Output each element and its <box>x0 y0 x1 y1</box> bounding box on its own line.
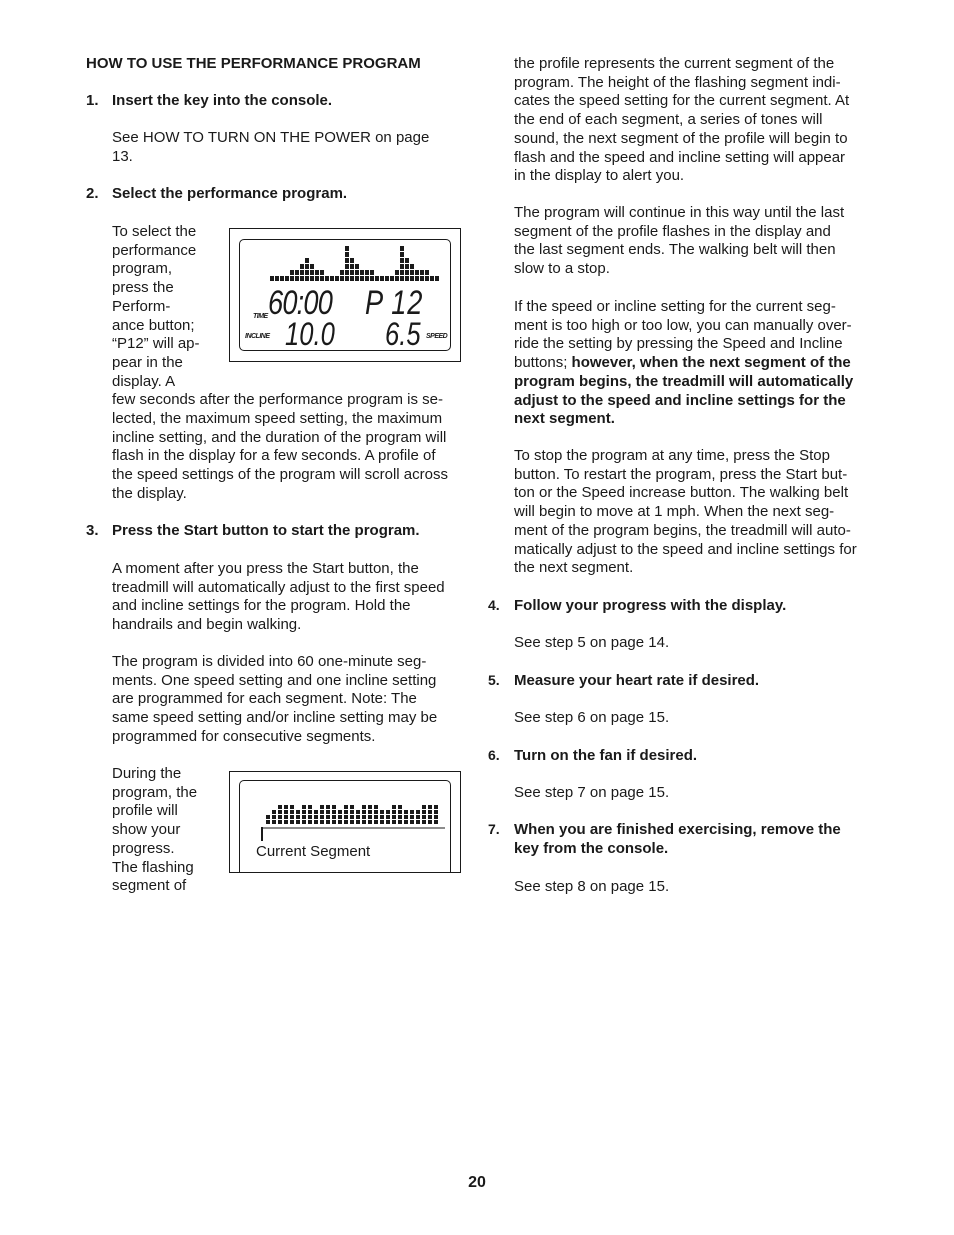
text-line: ments. One speed setting and one incline setting <box>112 671 437 689</box>
progress-bar-segment <box>398 810 402 814</box>
progress-bar-segment <box>344 810 348 814</box>
progress-bar-segment <box>308 815 312 819</box>
progress-bar-segment <box>416 820 420 824</box>
step-title: Insert the key into the console. <box>112 92 333 109</box>
profile-bar-segment <box>410 276 414 281</box>
profile-bar-segment <box>365 270 369 275</box>
profile-bar-segment <box>355 276 359 281</box>
text-line: in the display to alert you. <box>514 167 685 185</box>
step-number: 3. <box>86 522 99 539</box>
progress-bar-segment <box>344 815 348 819</box>
text-line-mixed <box>514 354 853 373</box>
progress-bar-segment <box>302 805 306 809</box>
progress-bar-segment <box>332 820 336 824</box>
profile-bar-segment <box>345 276 349 281</box>
progress-bar-segment <box>362 815 366 819</box>
text-line: and incline settings for the program. Hold the <box>112 597 411 615</box>
step-body: See step 8 on page 15. <box>514 878 670 895</box>
progress-bar-segment <box>290 815 294 819</box>
profile-bar-segment <box>325 276 329 281</box>
text-line: To select the <box>112 223 197 240</box>
step-body: See step 5 on page 14. <box>514 634 670 651</box>
progress-bar-segment <box>320 805 324 809</box>
text-line: progress. <box>112 839 175 857</box>
progress-bar-segment <box>272 815 276 819</box>
time-value: 60:00 <box>268 284 333 322</box>
profile-bar-segment <box>350 270 354 275</box>
progress-bar-segment <box>356 810 360 814</box>
progress-bar-segment <box>374 805 378 809</box>
progress-bar-segment <box>302 810 306 814</box>
progress-bar-segment <box>332 810 336 814</box>
profile-bar-segment <box>395 276 399 281</box>
text-line: ance button; <box>112 316 195 334</box>
progress-bar-segment <box>368 815 372 819</box>
progress-bar-segment <box>398 815 402 819</box>
text-line: The program is divided into 60 one-minute seg- <box>112 653 427 670</box>
profile-bar-segment <box>305 270 309 275</box>
progress-bar-segment <box>398 820 402 824</box>
profile-bar-segment <box>410 264 414 269</box>
progress-bar-segment <box>350 810 354 814</box>
text-line: cates the speed setting for the current segment. At <box>514 92 850 110</box>
step-title: Select the performance program. <box>112 185 348 202</box>
text-line: the next segment. <box>514 559 634 577</box>
profile-bar-segment <box>310 276 314 281</box>
right-paragraph <box>514 298 853 429</box>
progress-bar-segment <box>344 820 348 824</box>
text-line: 13. <box>112 147 133 165</box>
profile-bar-segment <box>380 276 384 281</box>
profile-bar-segment <box>340 276 344 281</box>
step-title: Follow your progress with the display. <box>514 597 787 614</box>
progress-bar-segment <box>278 820 282 824</box>
profile-bar-segment <box>295 276 299 281</box>
profile-bar-segment <box>345 246 349 251</box>
incline-label: INCLINE <box>245 333 270 340</box>
text-line: the end of each segment, a series of tones will <box>514 111 823 129</box>
profile-bar-segment <box>315 270 319 275</box>
step-body: See step 7 on page 15. <box>514 784 670 801</box>
progress-bar-segment <box>338 810 342 814</box>
profile-bar-segment <box>350 264 354 269</box>
progress-bar-segment <box>308 820 312 824</box>
step-paragraph <box>112 653 437 747</box>
text-line: treadmill will automatically adjust to the first speed <box>112 578 445 596</box>
profile-bar-segment <box>360 276 364 281</box>
text-line: ton or the Speed increase button. The walking belt <box>514 484 849 502</box>
progress-bar-segment <box>380 820 384 824</box>
progress-bar-segment <box>278 815 282 819</box>
progress-bar-segment <box>368 805 372 809</box>
progress-bar-segment <box>302 815 306 819</box>
text-line: are programmed for each segment. Note: The <box>112 690 417 708</box>
profile-bar-segment <box>400 276 404 281</box>
text-line: show your <box>112 821 181 839</box>
text-line: the speed settings of the program will scroll across <box>112 466 448 484</box>
profile-bar-segment <box>420 270 424 275</box>
progress-bar-segment <box>362 820 366 824</box>
step-body <box>112 129 429 166</box>
text-line: A moment after you press the Start button, the <box>112 560 419 577</box>
progress-bar-segment <box>374 815 378 819</box>
profile-bar-segment <box>305 264 309 269</box>
profile-bar-segment <box>370 270 374 275</box>
progress-bar-segment <box>296 820 300 824</box>
progress-display-figure <box>229 771 461 873</box>
progress-bar-segment <box>272 820 276 824</box>
progress-bar-segment <box>266 820 270 824</box>
step-number: 4. <box>488 597 500 613</box>
progress-bar-segment <box>422 810 426 814</box>
progress-profile <box>240 781 450 841</box>
text-line: If the speed or incline setting for the current seg- <box>514 298 836 315</box>
progress-bar-segment <box>392 815 396 819</box>
profile-bar-segment <box>340 270 344 275</box>
progress-bar-segment <box>332 805 336 809</box>
profile-bar-segment <box>290 270 294 275</box>
progress-bar-segment <box>290 805 294 809</box>
text-line: display. A <box>112 372 176 390</box>
text-line: programmed for consecutive segments. <box>112 727 376 745</box>
text-line: flash and the speed and incline setting will appear <box>514 148 846 166</box>
progress-bar-segment <box>284 820 288 824</box>
text-span: buttons; <box>514 354 572 372</box>
text-line: same speed setting and/or incline setting may be <box>112 709 438 727</box>
text-line: ride the setting by pressing the Speed and Incline <box>514 335 843 353</box>
progress-bar-segment <box>326 815 330 819</box>
profile-bar-segment <box>425 270 429 275</box>
incline-value: 10.0 <box>285 316 335 352</box>
progress-bar-segment <box>380 810 384 814</box>
profile-bar-segment <box>270 276 274 281</box>
profile-bar-segment <box>345 264 349 269</box>
text-line: program. The height of the flashing segment indi- <box>514 73 841 91</box>
profile-bar-segment <box>370 276 374 281</box>
progress-bar-segment <box>416 810 420 814</box>
profile-bar-segment <box>295 270 299 275</box>
profile-bar-segment <box>415 276 419 281</box>
progress-bar-segment <box>332 815 336 819</box>
profile-bar-segment <box>375 276 379 281</box>
text-line: Perform- <box>112 297 171 315</box>
display-screen <box>239 780 451 872</box>
profile-bar-segment <box>305 258 309 263</box>
step-number: 1. <box>86 92 99 109</box>
progress-bar-segment <box>350 820 354 824</box>
text-line: flash in the display for a few seconds. A profile of <box>112 447 436 465</box>
right-paragraph <box>514 55 849 186</box>
profile-bar-segment <box>405 258 409 263</box>
text-line: See HOW TO TURN ON THE POWER on page <box>112 129 430 146</box>
step-number: 6. <box>488 747 500 763</box>
text-line: sound, the next segment of the profile will begin to <box>514 129 848 147</box>
text-line: To stop the program at any time, press the Stop <box>514 447 830 464</box>
step-paragraph <box>112 560 445 635</box>
text-line: ment of the program begins, the treadmill will auto- <box>514 521 851 539</box>
profile-bar-segment <box>355 270 359 275</box>
text-line: program, <box>112 260 173 278</box>
progress-bar-segment <box>374 820 378 824</box>
progress-bar-segment <box>422 805 426 809</box>
profile-bar-segment <box>275 276 279 281</box>
text-line: press the <box>112 279 174 297</box>
time-label: TIME <box>253 313 268 320</box>
profile-bar-segment <box>330 276 334 281</box>
profile-bar-segment <box>400 252 404 257</box>
profile-bar-segment <box>335 276 339 281</box>
progress-bar-segment <box>428 810 432 814</box>
step-title: Turn on the fan if desired. <box>514 747 698 764</box>
profile-bar-segment <box>345 252 349 257</box>
progress-bar-segment <box>326 820 330 824</box>
profile-bar-segment <box>300 270 304 275</box>
step-body: See step 6 on page 15. <box>514 709 670 726</box>
console-display-figure <box>229 228 461 362</box>
progress-bar-segment <box>410 810 414 814</box>
current-segment-caption: Current Segment <box>256 843 371 860</box>
progress-bar-segment <box>290 810 294 814</box>
profile-bar-segment <box>310 264 314 269</box>
progress-bar-segment <box>416 815 420 819</box>
profile-bar-segment <box>305 276 309 281</box>
progress-bar-segment <box>428 805 432 809</box>
text-line: incline setting, and the duration of the program will <box>112 428 447 446</box>
progress-bar-segment <box>308 810 312 814</box>
step-title: Press the Start button to start the program. <box>112 522 420 539</box>
profile-bar-segment <box>405 270 409 275</box>
right-paragraph <box>514 204 844 279</box>
progress-bar-segment <box>392 810 396 814</box>
progress-bar-segment <box>296 815 300 819</box>
progress-bar-segment <box>374 810 378 814</box>
progress-bar-segment <box>278 810 282 814</box>
progress-bar-segment <box>422 815 426 819</box>
progress-bar-segment <box>404 820 408 824</box>
text-line: program, the <box>112 783 198 801</box>
profile-bar-segment <box>410 270 414 275</box>
progress-bar-segment <box>350 815 354 819</box>
profile-bar-segment <box>395 270 399 275</box>
progress-bar-segment <box>434 805 438 809</box>
profile-bar-segment <box>345 270 349 275</box>
step-wrap-text <box>112 765 197 896</box>
display-screen <box>239 239 451 351</box>
progress-bar-segment <box>386 820 390 824</box>
text-line: segment of the profile flashes in the display and <box>514 222 831 240</box>
profile-bar-segment <box>385 276 389 281</box>
profile-bar-segment <box>415 270 419 275</box>
profile-bar-segment <box>360 270 364 275</box>
progress-bar-segment <box>314 810 318 814</box>
progress-bar-segment <box>434 815 438 819</box>
profile-bar-segment <box>350 258 354 263</box>
text-line: lected, the maximum speed setting, the maximum <box>112 410 443 428</box>
profile-bar-segment <box>300 276 304 281</box>
page-number: 20 <box>468 1174 486 1191</box>
progress-bar-segment <box>272 810 276 814</box>
progress-bar-segment <box>266 815 270 819</box>
progress-bar-segment <box>428 820 432 824</box>
text-line: matically adjust to the speed and incline settings for <box>514 540 857 558</box>
profile-bar-segment <box>280 276 284 281</box>
progress-bar-segment <box>320 815 324 819</box>
text-line: adjust to the speed and incline settings for the <box>514 391 846 409</box>
profile-bar-segment <box>300 264 304 269</box>
progress-bar-segment <box>314 815 318 819</box>
right-paragraph <box>514 447 857 578</box>
profile-bar-segment <box>430 276 434 281</box>
progress-bar-segment <box>410 815 414 819</box>
speed-label: SPEED <box>426 333 448 340</box>
text-line: During the <box>112 765 182 782</box>
progress-bar-segment <box>356 815 360 819</box>
profile-bar-segment <box>315 276 319 281</box>
profile-bar-segment <box>320 276 324 281</box>
progress-bar-segment <box>386 810 390 814</box>
progress-bar-segment <box>296 810 300 814</box>
progress-bar-segment <box>308 805 312 809</box>
progress-bar-segment <box>302 820 306 824</box>
profile-bar-segment <box>420 276 424 281</box>
step-number: 7. <box>488 821 500 837</box>
step-number: 2. <box>86 185 99 202</box>
text-line: program begins, the treadmill will automatically <box>514 372 854 390</box>
profile-bar-segment <box>390 276 394 281</box>
profile-bar-segment <box>405 264 409 269</box>
progress-bar-segment <box>284 810 288 814</box>
profile-bar-segment <box>405 276 409 281</box>
progress-bar-segment <box>386 815 390 819</box>
text-line: The program will continue in this way until the last <box>514 204 845 221</box>
text-line: “P12” will ap- <box>112 335 200 353</box>
progress-bar-segment <box>362 810 366 814</box>
text-line: When you are finished exercising, remove the <box>514 821 841 838</box>
progress-bar-segment <box>392 805 396 809</box>
progress-bar-segment <box>344 805 348 809</box>
text-line: next segment. <box>514 410 615 428</box>
text-line: ment is too high or too low, you can manually over- <box>514 316 852 334</box>
progress-bar-segment <box>368 820 372 824</box>
progress-bar-segment <box>356 820 360 824</box>
profile-bar-segment <box>400 264 404 269</box>
profile-bar-segment <box>425 276 429 281</box>
progress-bar-segment <box>314 820 318 824</box>
progress-bar-segment <box>290 820 294 824</box>
progress-bar-segment <box>398 805 402 809</box>
step-title <box>514 821 841 858</box>
progress-bar-segment <box>350 805 354 809</box>
progress-bar-segment <box>434 820 438 824</box>
progress-bar-segment <box>392 820 396 824</box>
text-line: performance <box>112 241 197 259</box>
profile-bar-segment <box>285 276 289 281</box>
profile-bar-segment <box>400 246 404 251</box>
progress-bar-segment <box>284 805 288 809</box>
profile-bar-segment <box>400 270 404 275</box>
step-number: 5. <box>488 672 500 688</box>
progress-bar-segment <box>422 820 426 824</box>
progress-bar-segment <box>362 805 366 809</box>
text-line: handrails and begin walking. <box>112 616 302 634</box>
progress-bar-segment <box>410 820 414 824</box>
progress-bar-segment <box>326 805 330 809</box>
text-line: slow to a stop. <box>514 260 610 278</box>
progress-bar-segment <box>278 805 282 809</box>
text-line: The flashing <box>112 858 194 876</box>
profile-bar-segment <box>320 270 324 275</box>
text-line: button. To restart the program, press the Start but- <box>514 465 848 483</box>
program-code: P 12 <box>365 284 424 322</box>
progress-bar-segment <box>326 810 330 814</box>
speed-profile <box>240 240 450 290</box>
profile-bar-segment <box>350 276 354 281</box>
progress-bar-segment <box>380 815 384 819</box>
text-line: the last segment ends. The walking belt will then <box>514 241 836 259</box>
text-line: the profile represents the current segment of the <box>514 55 835 72</box>
progress-bar-segment <box>338 820 342 824</box>
progress-bar-segment <box>404 815 408 819</box>
progress-bar-segment <box>434 810 438 814</box>
profile-bar-segment <box>435 276 439 281</box>
progress-bar-segment <box>320 810 324 814</box>
progress-bar-segment <box>428 815 432 819</box>
text-line: pear in the <box>112 353 183 371</box>
speed-value: 6.5 <box>385 316 421 352</box>
progress-bar-segment <box>404 810 408 814</box>
text-line: will begin to move at 1 mph. When the next seg- <box>514 503 835 521</box>
text-line: key from the console. <box>514 839 669 857</box>
progress-bar-segment <box>338 815 342 819</box>
profile-bar-segment <box>365 276 369 281</box>
text-line: few seconds after the performance program is se- <box>112 391 443 409</box>
profile-bar-segment <box>290 276 294 281</box>
text-span-bold: however, when the next segment of the <box>571 354 851 372</box>
profile-bar-segment <box>355 264 359 269</box>
step-title: Measure your heart rate if desired. <box>514 672 760 689</box>
profile-bar-segment <box>310 270 314 275</box>
text-line: segment of <box>112 877 187 895</box>
progress-bar-segment <box>284 815 288 819</box>
text-line: profile will <box>112 802 178 820</box>
profile-bar-segment <box>345 258 349 263</box>
text-line: the display. <box>112 484 187 502</box>
profile-bar-segment <box>400 258 404 263</box>
progress-bar-segment <box>368 810 372 814</box>
section-heading: HOW TO USE THE PERFORMANCE PROGRAM <box>86 55 421 72</box>
progress-bar-segment <box>320 820 324 824</box>
